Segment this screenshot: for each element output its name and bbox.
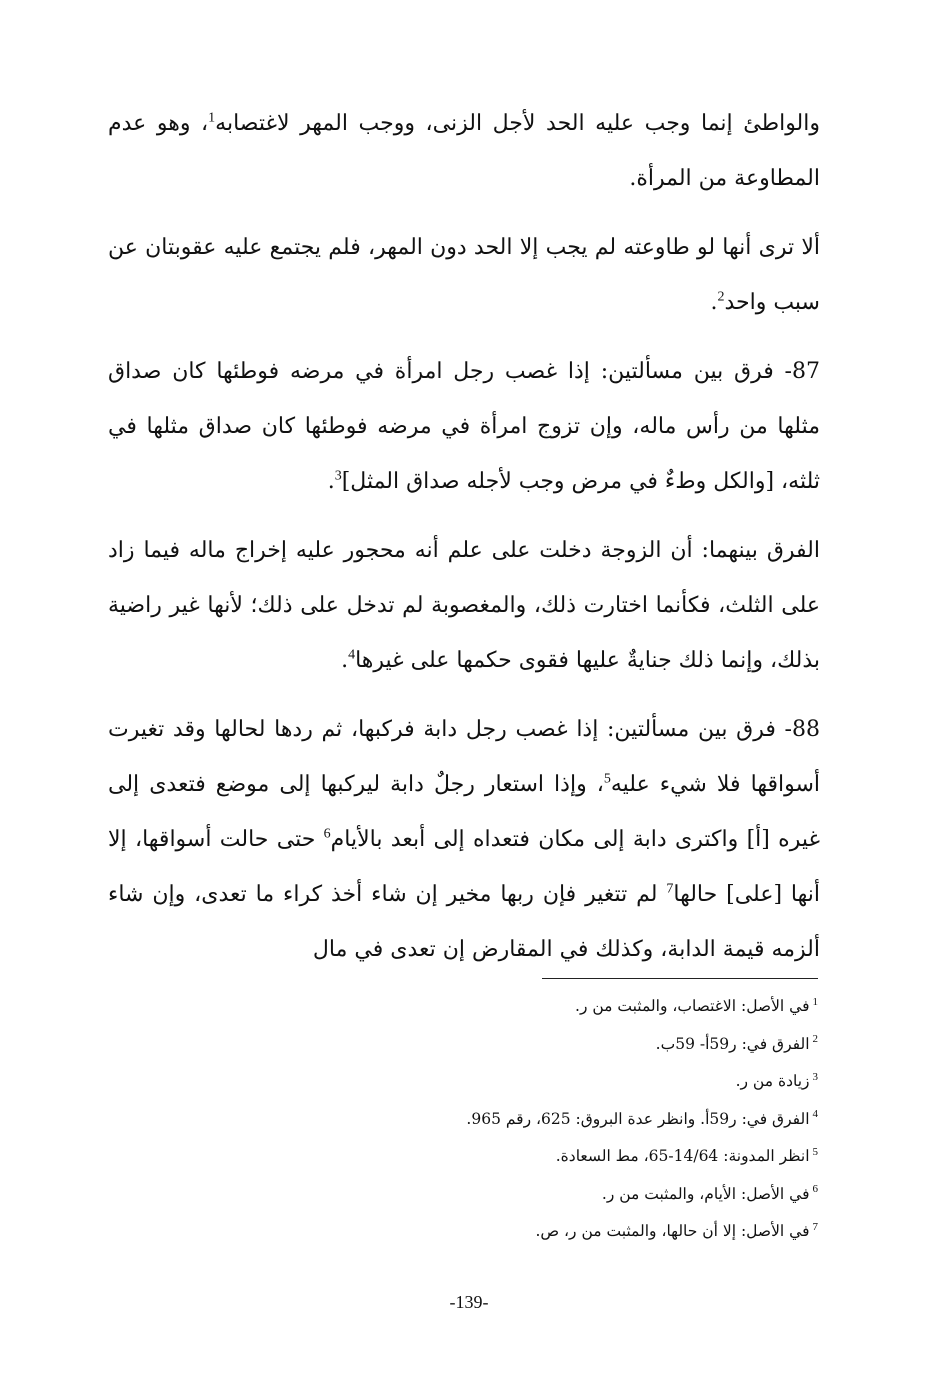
footnote-2 <box>300 1026 818 1064</box>
paragraph-5 <box>108 702 820 977</box>
footnote-2-text: الفرق في: ر59أ- 59ب. <box>655 1034 810 1053</box>
paragraph-1-text-a: والواطئ إنما وجب عليه الحد لأجل الزنى، ووجب المهر لاغتصابه <box>215 111 820 136</box>
footnote-7-number: 7 <box>812 1220 818 1233</box>
footnote-6-number: 6 <box>812 1183 818 1196</box>
paragraph-3-text-a: 87- فرق بين مسألتين: إذا غصب رجل امرأة في مرضه فوطئها كان صداق مثلها من رأس ماله، وإن تزوج امرأة في مرضه فوطئها كان صداق مثلها في ثلثه، [والكل وطءٌ في مرض وجب لأجله صداق المثل] <box>108 359 820 494</box>
footnote-ref-3: 3 <box>334 468 342 484</box>
footnote-1-number: 1 <box>812 995 818 1008</box>
footnote-6-text: في الأصل: الأيام، والمثبت من ر. <box>601 1184 810 1203</box>
footnote-4-number: 4 <box>812 1108 818 1121</box>
footnote-2-number: 2 <box>812 1033 818 1046</box>
paragraph-3-text-b: . <box>327 469 335 494</box>
footnote-separator <box>542 978 818 979</box>
footnote-4-text: الفرق في: ر59أ. وانظر عدة البروق: 625، رقم 965. <box>466 1109 810 1128</box>
footnote-ref-2: 2 <box>717 289 725 305</box>
paragraph-4 <box>108 523 820 688</box>
paragraph-2 <box>108 220 820 330</box>
main-text <box>108 96 820 991</box>
footnote-3-number: 3 <box>812 1070 818 1083</box>
footnote-7-text: في الأصل: إلا أن حالها، والمثبت من ر، ص. <box>535 1222 810 1240</box>
footnote-6 <box>300 1176 818 1214</box>
footnote-ref-4: 4 <box>348 647 356 663</box>
paragraph-2-text-b: . <box>710 290 718 315</box>
footnote-ref-7: 7 <box>666 881 674 897</box>
paragraph-2-text-a: ألا ترى أنها لو طاوعته لم يجب إلا الحد دون المهر، فلم يجتمع عليه عقوبتان عن سبب واحد <box>108 235 820 315</box>
footnote-5-number: 5 <box>812 1145 818 1158</box>
paragraph-1 <box>108 96 820 206</box>
footnote-ref-5: 5 <box>603 771 611 787</box>
footnote-5 <box>300 1138 818 1176</box>
footnote-3-text: زيادة من ر. <box>735 1072 810 1090</box>
paragraph-4-text-b: . <box>341 648 349 673</box>
paragraph-5-text-c: حتى حالت أسواقها، إلا أنها [على] حالها <box>108 827 821 907</box>
paragraph-5-text-a: 88- فرق بين مسألتين: إذا غصب رجل دابة فركبها، ثم ردها لحالها وقد تغيرت أسواقها فلا شيء عليه <box>108 717 820 797</box>
footnotes <box>300 988 818 1251</box>
footnote-4 <box>300 1101 818 1139</box>
paragraph-4-text-a: الفرق بينهما: أن الزوجة دخلت على علم أنه محجور عليه إخراج ماله فيما زاد على الثلث، فكأنما اختارت ذلك، والمغصوبة لم تدخل على ذلك؛ لأنها غير راضية بذلك، وإنما ذلك جنايةٌ عليها فقوى حكمها على غيرها <box>108 538 820 673</box>
footnote-1-text: في الأصل: الاغتصاب، والمثبت من ر. <box>575 997 810 1015</box>
footnote-ref-1: 1 <box>208 110 216 126</box>
paragraph-5-text-d: لم تتغير فإن ربها مخير إن شاء أخذ كراء ما تعدى، وإن شاء ألزمه قيمة الدابة، وكذلك في المقارض إن تعدى في مال <box>108 882 820 962</box>
footnote-7 <box>300 1213 818 1251</box>
footnote-5-text: انظر المدونة: 14/64-65، مط السعادة. <box>555 1147 810 1165</box>
footnote-3 <box>300 1063 818 1101</box>
paragraph-3 <box>108 344 820 509</box>
footnote-ref-6: 6 <box>323 826 331 842</box>
page-number: -139- <box>449 1292 489 1312</box>
footnote-1 <box>300 988 818 1026</box>
paragraph-1-text-b: ، وهو عدم المطاوعة من المرأة. <box>108 111 820 191</box>
paragraph-5-text-b: ، وإذا استعار رجلٌ دابة ليركبها إلى موضع فتعدى إلى غيره [أ] واكترى دابة إلى مكان فتعداه إلى أبعد بالأيام <box>108 772 820 852</box>
